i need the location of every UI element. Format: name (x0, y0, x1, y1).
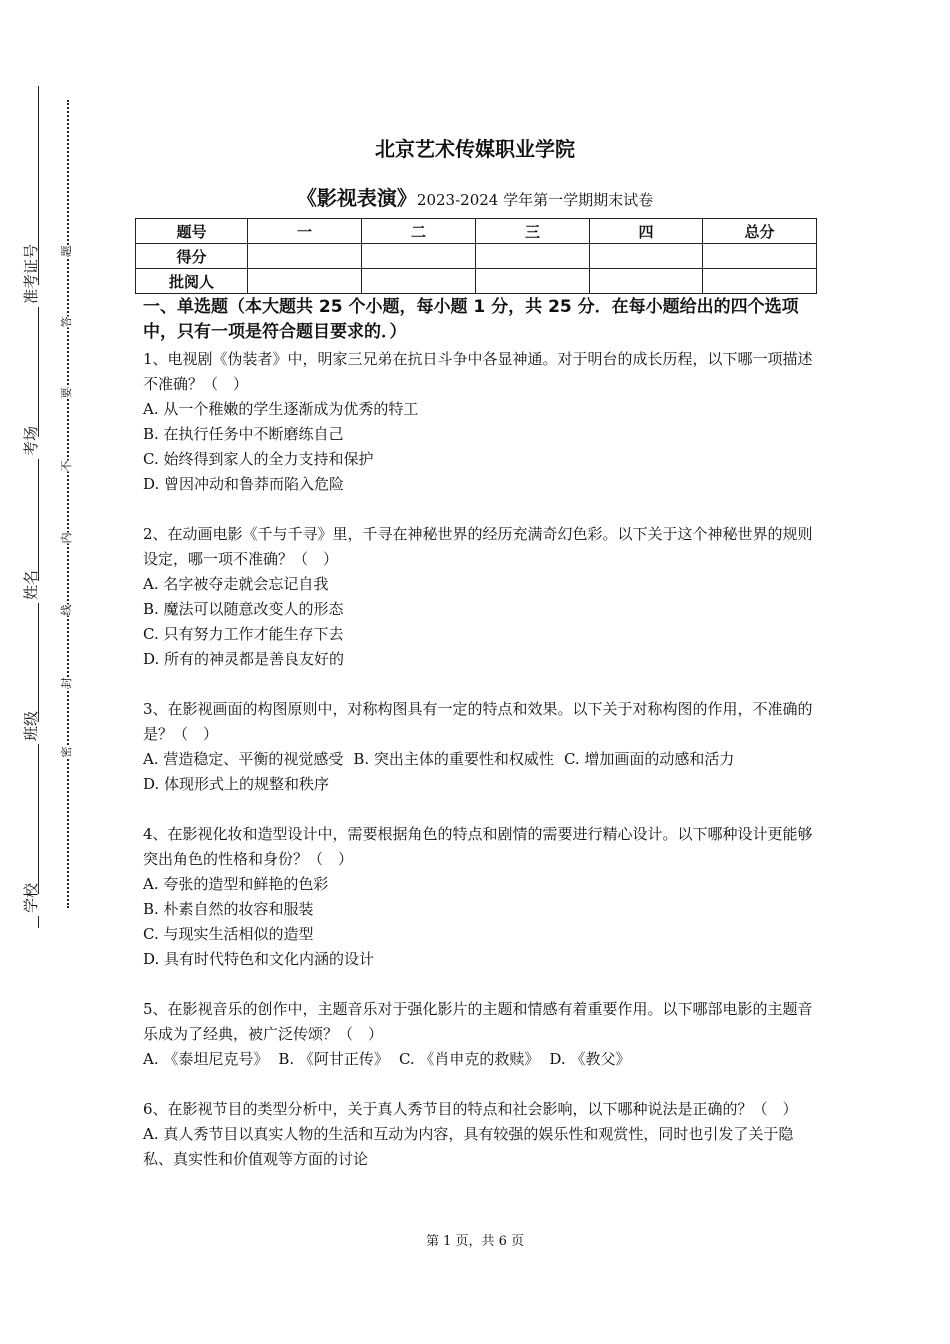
option-a[interactable]: A. 夸张的造型和鲜艳的色彩 (143, 875, 329, 893)
option-a[interactable]: A. 真人秀节目以真实人物的生活和互动为内容，具有较强的娱乐性和观赏性，同时也引发了关于隐私、真实性和价值观等方面的讨论 (143, 1125, 794, 1168)
row-label: 得分 (136, 244, 248, 269)
row-label: 批阅人 (136, 269, 248, 294)
seal-char: 不 (60, 460, 73, 472)
options-row (143, 1047, 823, 1072)
grader-row (136, 269, 817, 294)
seal-char: 答 (60, 316, 73, 328)
score-cell[interactable] (476, 244, 590, 269)
option-a[interactable]: A. 营造稳定、平衡的视觉感受 (143, 750, 344, 768)
option-b[interactable]: B. 朴素自然的妆容和服装 (143, 900, 314, 918)
question-stem: 4、在影视化妆和造型设计中，需要根据角色的特点和剧情的需要进行精心设计。以下哪种设计更能够突出角色的性格和身份？（ ） (143, 825, 813, 868)
question-stem: 6、在影视节目的类型分析中，关于真人秀节目的特点和社会影响，以下哪种说法是正确的？（ ） (143, 1100, 798, 1118)
score-cell[interactable] (248, 244, 362, 269)
seal-char: 封 (60, 677, 73, 689)
question-stem: 2、在动画电影《千与千寻》里，千寻在神秘世界的经历充满奇幻色彩。以下关于这个神秘世界的规则设定，哪一项不准确？（ ） (143, 525, 813, 568)
option-b[interactable]: B. 魔法可以随意改变人的形态 (143, 600, 344, 618)
exam-subtitle (0, 182, 950, 211)
exam-content (143, 295, 823, 1197)
section-title: 一、单选题（本大题共 25 个小题，每小题 1 分，共 25 分．在每小题给出的四个选项中，只有一项是符合题目要求的．） (143, 297, 799, 342)
option-c[interactable]: C. 《肖申克的救赎》 (398, 1050, 540, 1068)
exam-room-label: 考场 (23, 437, 39, 459)
table-header-cell: 总分 (703, 219, 817, 244)
grader-cell[interactable] (703, 269, 817, 294)
question-stem: 1、电视剧《伪装者》中，明家三兄弟在抗日斗争中各显神通。对于明台的成长历程，以下哪一项描述不准确？（ ） (143, 350, 813, 393)
score-cell[interactable] (590, 244, 703, 269)
page-footer: 第 1 页，共 6 页 (425, 1234, 525, 1249)
option-a[interactable]: A. 名字被夺走就会忘记自我 (143, 575, 329, 593)
grader-cell[interactable] (362, 269, 476, 294)
option-d[interactable]: D. 体现形式上的规整和秩序 (143, 775, 330, 793)
name-label: 姓名 (23, 581, 39, 603)
question-5 (143, 997, 823, 1072)
option-d[interactable]: D. 曾因冲动和鲁莽而陷入危险 (143, 475, 345, 493)
table-header-cell: 题号 (136, 219, 248, 244)
seal-char: 题 (60, 245, 73, 257)
seal-char: 内 (60, 532, 73, 544)
score-cell[interactable] (362, 244, 476, 269)
term-label: 2023-2024 学年第一学期期末试卷 (416, 191, 654, 209)
grader-cell[interactable] (590, 269, 703, 294)
score-table (135, 218, 817, 294)
seal-char: 线 (60, 604, 73, 616)
option-b[interactable]: B. 在执行任务中不断磨练自己 (143, 425, 344, 443)
table-header-cell: 一 (248, 219, 362, 244)
score-cell[interactable] (703, 244, 817, 269)
score-table-header-row (136, 219, 817, 244)
option-d[interactable]: D. 《教父》 (549, 1050, 631, 1068)
table-header-cell: 四 (590, 219, 703, 244)
question-3 (143, 697, 823, 797)
grader-cell[interactable] (476, 269, 590, 294)
option-c[interactable]: C. 增加画面的动感和活力 (563, 750, 735, 768)
school-label: 学校 (23, 894, 39, 916)
option-d[interactable]: D. 所有的神灵都是善良友好的 (143, 650, 345, 668)
option-a[interactable]: A. 《泰坦尼克号》 (143, 1050, 269, 1068)
question-1 (143, 347, 823, 497)
option-d[interactable]: D. 具有时代特色和文化内涵的设计 (143, 950, 375, 968)
question-2 (143, 522, 823, 672)
question-4 (143, 822, 823, 972)
option-b[interactable]: B. 突出主体的重要性和权威性 (353, 750, 554, 768)
class-label: 班级 (23, 722, 39, 744)
seal-char: 密 (60, 746, 73, 758)
school-title: 北京艺术传媒职业学院 (375, 137, 575, 161)
option-c[interactable]: C. 始终得到家人的全力支持和保护 (143, 450, 374, 468)
option-c[interactable]: C. 与现实生活相似的造型 (143, 925, 314, 943)
option-a[interactable]: A. 从一个稚嫩的学生逐渐成为优秀的特工 (143, 400, 419, 418)
options-row (143, 747, 823, 772)
binding-solid-line (38, 86, 39, 928)
seal-dotted-line (67, 100, 69, 908)
grader-cell[interactable] (248, 269, 362, 294)
option-b[interactable]: B. 《阿甘正传》 (278, 1050, 389, 1068)
seal-char: 要 (60, 387, 73, 399)
option-c[interactable]: C. 只有努力工作才能生存下去 (143, 625, 344, 643)
question-stem: 3、在影视画面的构图原则中，对称构图具有一定的特点和效果。以下关于对称构图的作用，不准确的是？（ ） (143, 700, 813, 743)
score-row (136, 244, 817, 269)
question-stem: 5、在影视音乐的创作中，主题音乐对于强化影片的主题和情感有着重要作用。以下哪部电影的主题音乐成为了经典，被广泛传颂？（ ） (143, 1000, 813, 1043)
table-header-cell: 三 (476, 219, 590, 244)
table-header-cell: 二 (362, 219, 476, 244)
question-6 (143, 1097, 823, 1172)
course-title: 《影视表演》 (296, 186, 417, 210)
exam-number-label: 准考证号 (23, 285, 39, 307)
